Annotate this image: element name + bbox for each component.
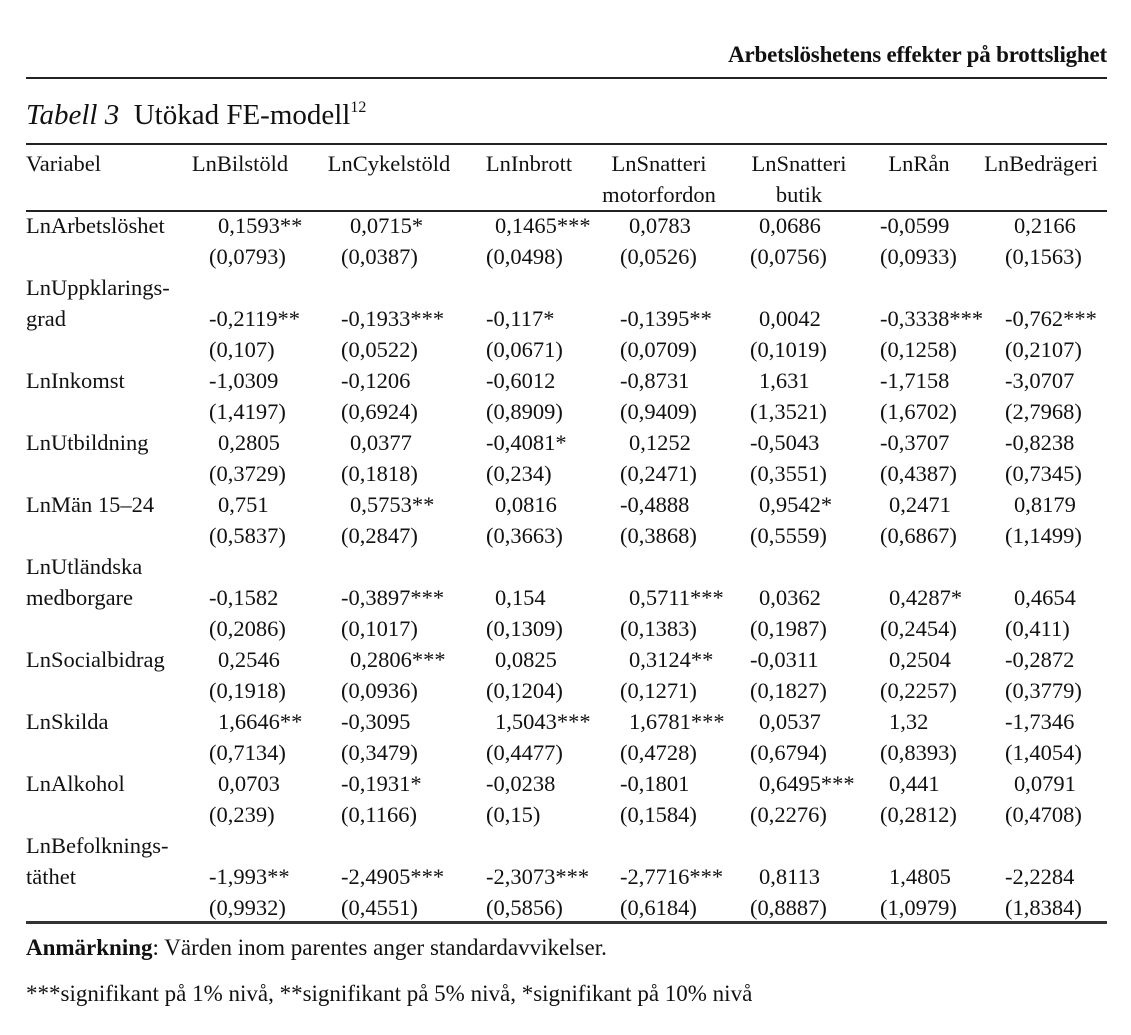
- coefficient-cell: 0,441: [889, 771, 940, 796]
- row-label: LnUppklarings-: [26, 275, 170, 300]
- coefficient-cell: 0,1252: [629, 430, 691, 455]
- coefficient-cell: -3,0707: [1005, 368, 1075, 393]
- coefficient-cell: 0,1593**: [218, 213, 303, 238]
- column-header: LnCykelstöld: [327, 151, 451, 176]
- coefficient-cell: -0,8238: [1005, 430, 1075, 455]
- coefficient-cell: 0,6495***: [759, 771, 855, 796]
- std-error-cell: (0,1383): [620, 616, 697, 641]
- coefficient-cell: -2,2284: [1005, 864, 1075, 889]
- coefficient-cell: 0,154: [495, 585, 546, 610]
- std-error-cell: (0,0522): [341, 337, 418, 362]
- std-error-cell: (0,3868): [620, 523, 697, 548]
- coefficient-cell: 1,6781***: [629, 709, 725, 734]
- std-error-cell: (0,1987): [750, 616, 827, 641]
- std-error-cell: (0,0709): [620, 337, 697, 362]
- coefficient-cell: 0,0783: [629, 213, 691, 238]
- coefficient-cell: 1,631: [759, 368, 810, 393]
- remark-text: : Värden inom parentes anger standardavvikelser.: [152, 935, 607, 960]
- table-top-rule: [26, 143, 1107, 145]
- coefficient-cell: -2,4905***: [341, 864, 445, 889]
- std-error-cell: (0,1017): [341, 616, 418, 641]
- std-error-cell: (0,0498): [486, 244, 563, 269]
- coefficient-cell: 0,5711***: [629, 585, 724, 610]
- table-caption: [26, 99, 366, 132]
- std-error-cell: (0,2257): [880, 678, 957, 703]
- coefficient-cell: -0,1933***: [341, 306, 445, 331]
- coefficient-cell: 0,0703: [218, 771, 280, 796]
- row-label: LnArbetslöshet: [26, 213, 165, 238]
- std-error-cell: (0,2107): [1005, 337, 1082, 362]
- std-error-cell: (0,5559): [750, 523, 827, 548]
- std-error-cell: (0,2471): [620, 461, 697, 486]
- row-label: LnBefolknings-: [26, 833, 169, 858]
- row-label: grad: [26, 306, 66, 331]
- std-error-cell: (0,1918): [209, 678, 286, 703]
- coefficient-cell: 0,0042: [759, 306, 821, 331]
- std-error-cell: (0,15): [486, 802, 541, 827]
- std-error-cell: (1,0979): [880, 895, 957, 920]
- coefficient-cell: -0,4888: [620, 492, 690, 517]
- coefficient-cell: 1,32: [889, 709, 929, 734]
- coefficient-cell: -0,762***: [1005, 306, 1097, 331]
- header-rule: [26, 77, 1107, 79]
- coefficient-cell: -0,1582: [209, 585, 279, 610]
- std-error-cell: (0,8887): [750, 895, 827, 920]
- std-error-cell: (1,6702): [880, 399, 957, 424]
- row-label: LnMän 15–24: [26, 492, 155, 517]
- column-header: LnBedrägeri: [984, 151, 1098, 176]
- running-head: Arbetslöshetens effekter på brottslighet: [728, 42, 1107, 67]
- std-error-cell: (0,2847): [341, 523, 418, 548]
- coefficient-cell: 0,4287*: [889, 585, 963, 610]
- coefficient-cell: 0,751: [218, 492, 269, 517]
- coefficient-cell: -0,1801: [620, 771, 690, 796]
- coefficient-cell: 0,2805: [218, 430, 280, 455]
- std-error-cell: (0,2454): [880, 616, 957, 641]
- std-error-cell: (0,107): [209, 337, 275, 362]
- coefficient-cell: 0,2546: [218, 647, 280, 672]
- row-label: LnUtländska: [26, 554, 143, 579]
- column-header: LnInbrott: [485, 151, 573, 176]
- std-error-cell: (0,1309): [486, 616, 563, 641]
- coefficient-cell: 0,3124**: [629, 647, 714, 672]
- std-error-cell: (0,7134): [209, 740, 286, 765]
- coefficient-cell: 0,0362: [759, 585, 821, 610]
- std-error-cell: (0,0387): [341, 244, 418, 269]
- std-error-cell: (0,239): [209, 802, 275, 827]
- remark-label: Anmärkning: [26, 935, 153, 960]
- row-label: LnAlkohol: [26, 771, 125, 796]
- std-error-cell: (0,1271): [620, 678, 697, 703]
- std-error-cell: (1,3521): [750, 399, 827, 424]
- std-error-cell: (0,8909): [486, 399, 563, 424]
- coefficient-cell: 0,0715*: [350, 213, 424, 238]
- row-label: LnSkilda: [26, 709, 109, 734]
- column-header: Variabel: [26, 151, 101, 176]
- coefficient-cell: -1,993**: [209, 864, 290, 889]
- coefficient-cell: 0,2806***: [350, 647, 446, 672]
- coefficient-cell: -0,0599: [880, 213, 950, 238]
- std-error-cell: (0,1827): [750, 678, 827, 703]
- coefficient-cell: -0,0311: [750, 647, 819, 672]
- coefficient-cell: -0,3897***: [341, 585, 445, 610]
- column-header: LnRån: [888, 151, 950, 176]
- coefficient-cell: 0,0825: [495, 647, 557, 672]
- std-error-cell: (0,6184): [620, 895, 697, 920]
- std-error-cell: (0,0793): [209, 244, 286, 269]
- std-error-cell: (0,8393): [880, 740, 957, 765]
- column-header: LnSnatteri: [611, 151, 707, 176]
- coefficient-cell: -0,1206: [341, 368, 411, 393]
- coefficient-cell: -1,7158: [880, 368, 950, 393]
- std-error-cell: (0,2812): [880, 802, 957, 827]
- coefficient-cell: -0,0238: [486, 771, 556, 796]
- std-error-cell: (0,4387): [880, 461, 957, 486]
- std-error-cell: (0,1584): [620, 802, 697, 827]
- coefficient-cell: 0,8113: [759, 864, 821, 889]
- coefficient-cell: -0,4081*: [486, 430, 567, 455]
- coefficient-cell: -0,117*: [486, 306, 555, 331]
- coefficient-cell: 1,4805: [889, 864, 951, 889]
- std-error-cell: (0,5856): [486, 895, 563, 920]
- std-error-cell: (0,6924): [341, 399, 418, 424]
- std-error-cell: (0,0933): [880, 244, 957, 269]
- std-error-cell: (0,1563): [1005, 244, 1082, 269]
- std-error-cell: (0,1019): [750, 337, 827, 362]
- caption-label: Tabell 3: [26, 99, 120, 131]
- std-error-cell: (0,4551): [341, 895, 418, 920]
- std-error-cell: (0,3663): [486, 523, 563, 548]
- std-error-cell: (0,2276): [750, 802, 827, 827]
- std-error-cell: (2,7968): [1005, 399, 1082, 424]
- coefficient-cell: 1,5043***: [495, 709, 591, 734]
- coefficient-cell: 0,2166: [1014, 213, 1076, 238]
- row-label: LnSocialbidrag: [26, 647, 165, 672]
- std-error-cell: (0,0756): [750, 244, 827, 269]
- table-note-significance: ***signifikant på 1% nivå, **signifikant på 5% nivå, *signifikant på 10% nivå: [26, 981, 753, 1006]
- std-error-cell: (0,411): [1005, 616, 1070, 641]
- coefficient-cell: 0,1465***: [495, 213, 591, 238]
- table-note-remark: [26, 935, 607, 961]
- coefficient-cell: -1,7346: [1005, 709, 1075, 734]
- coefficient-cell: -0,3095: [341, 709, 411, 734]
- caption-title: Utökad FE-modell: [133, 99, 351, 131]
- coefficient-cell: -0,6012: [486, 368, 556, 393]
- std-error-cell: (1,8384): [1005, 895, 1082, 920]
- std-error-cell: (1,1499): [1005, 523, 1082, 548]
- std-error-cell: (0,5837): [209, 523, 286, 548]
- coefficient-cell: 0,2504: [889, 647, 951, 672]
- coefficient-cell: 0,0816: [495, 492, 557, 517]
- column-header-line2: motorfordon: [602, 182, 716, 207]
- std-error-cell: (0,1204): [486, 678, 563, 703]
- std-error-cell: (1,4054): [1005, 740, 1082, 765]
- std-error-cell: (0,3729): [209, 461, 286, 486]
- std-error-cell: (0,4708): [1005, 802, 1082, 827]
- std-error-cell: (0,9932): [209, 895, 286, 920]
- std-error-cell: (0,6794): [750, 740, 827, 765]
- coefficient-cell: 0,9542*: [759, 492, 833, 517]
- column-header: LnSnatteri: [751, 151, 847, 176]
- coefficient-cell: 0,2471: [889, 492, 951, 517]
- coefficient-cell: 0,0686: [759, 213, 821, 238]
- coefficient-cell: 1,6646**: [218, 709, 303, 734]
- coefficient-cell: -0,1931*: [341, 771, 422, 796]
- std-error-cell: (0,4728): [620, 740, 697, 765]
- std-error-cell: (0,6867): [880, 523, 957, 548]
- std-error-cell: (0,3479): [341, 740, 418, 765]
- coefficient-cell: -0,2872: [1005, 647, 1075, 672]
- row-label: täthet: [26, 864, 76, 889]
- coefficient-cell: -2,7716***: [620, 864, 724, 889]
- coefficient-cell: 0,0377: [350, 430, 412, 455]
- column-header-line2: butik: [775, 182, 823, 207]
- coefficient-cell: 0,0537: [759, 709, 821, 734]
- footnote-ref: 12: [350, 99, 367, 116]
- coefficient-cell: -0,8731: [620, 368, 690, 393]
- coefficient-cell: 0,5753**: [350, 492, 435, 517]
- std-error-cell: (0,3551): [750, 461, 827, 486]
- std-error-cell: (0,0526): [620, 244, 697, 269]
- std-error-cell: (0,0671): [486, 337, 563, 362]
- std-error-cell: (0,1258): [880, 337, 957, 362]
- coefficient-cell: -1,0309: [209, 368, 279, 393]
- row-label: LnInkomst: [26, 368, 125, 393]
- coefficient-cell: -0,3338***: [880, 306, 984, 331]
- coefficient-cell: -0,3707: [880, 430, 950, 455]
- row-label: LnUtbildning: [26, 430, 149, 455]
- std-error-cell: (0,3779): [1005, 678, 1082, 703]
- std-error-cell: (0,234): [486, 461, 552, 486]
- std-error-cell: (0,1166): [341, 802, 418, 827]
- coefficient-cell: -2,3073***: [486, 864, 590, 889]
- coefficient-cell: 0,8179: [1014, 492, 1076, 517]
- column-header: LnBilstöld: [191, 151, 289, 176]
- std-error-cell: (0,1818): [341, 461, 418, 486]
- std-error-cell: (0,4477): [486, 740, 563, 765]
- coefficient-cell: -0,1395**: [620, 306, 712, 331]
- std-error-cell: (0,9409): [620, 399, 697, 424]
- std-error-cell: (0,0936): [341, 678, 418, 703]
- std-error-cell: (1,4197): [209, 399, 286, 424]
- coefficient-cell: 0,0791: [1014, 771, 1076, 796]
- coefficient-cell: 0,4654: [1014, 585, 1076, 610]
- coefficient-cell: -0,2119**: [209, 306, 301, 331]
- std-error-cell: (0,2086): [209, 616, 286, 641]
- std-error-cell: (0,7345): [1005, 461, 1082, 486]
- row-label: medborgare: [26, 585, 134, 610]
- coefficient-cell: -0,5043: [750, 430, 820, 455]
